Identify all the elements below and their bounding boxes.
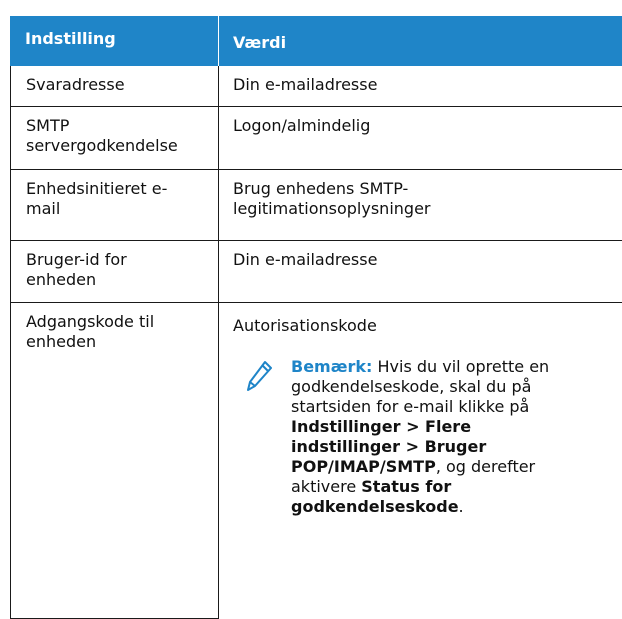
value-cell: Din e-mailadresse <box>233 75 378 94</box>
setting-cell <box>10 241 219 302</box>
note-text-3: . <box>458 497 464 516</box>
note-text-2: , og derefter aktivere <box>291 457 536 496</box>
settings-table <box>10 16 622 619</box>
setting-text: SMTP servergodkendelse <box>26 116 178 155</box>
value-text: Brug enhedens SMTP-legitimationsoplysninger <box>233 179 431 218</box>
table-row <box>10 66 622 107</box>
value-cell: Logon/almindelig <box>233 116 371 135</box>
note-text <box>291 357 576 517</box>
setting-cell <box>10 170 219 240</box>
setting-cell <box>10 303 219 619</box>
setting-cell <box>10 107 219 169</box>
table-row <box>10 303 622 619</box>
note-path: Indstillinger > Flere indstillinger > Bruger POP/IMAP/SMTP <box>291 417 487 476</box>
setting-text: Adgangskode til enheden <box>26 312 155 351</box>
header-setting: Indstilling <box>10 16 219 66</box>
value-cell <box>219 170 622 240</box>
pencil-icon <box>233 357 291 517</box>
note-text-1: Hvis du vil oprette en godkendelseskode, skal du på startsiden for e-mail klikke på <box>291 357 550 416</box>
value-cell: Din e-mailadresse <box>233 250 378 269</box>
value-cell <box>219 303 622 619</box>
table-row <box>10 241 622 303</box>
header-value: Værdi <box>233 33 287 52</box>
value-text: Autorisationskode <box>233 316 377 335</box>
table-row <box>10 107 622 170</box>
note-block <box>233 357 613 517</box>
note-status: Status for godkendelseskode <box>291 477 459 516</box>
table-header-row <box>10 16 622 66</box>
table-row <box>10 170 622 241</box>
setting-cell: Svaradresse <box>10 66 219 106</box>
setting-text: Bruger-id for enheden <box>26 250 127 289</box>
note-label: Bemærk: <box>291 357 373 376</box>
setting-text: Enhedsinitieret e-mail <box>26 179 168 218</box>
